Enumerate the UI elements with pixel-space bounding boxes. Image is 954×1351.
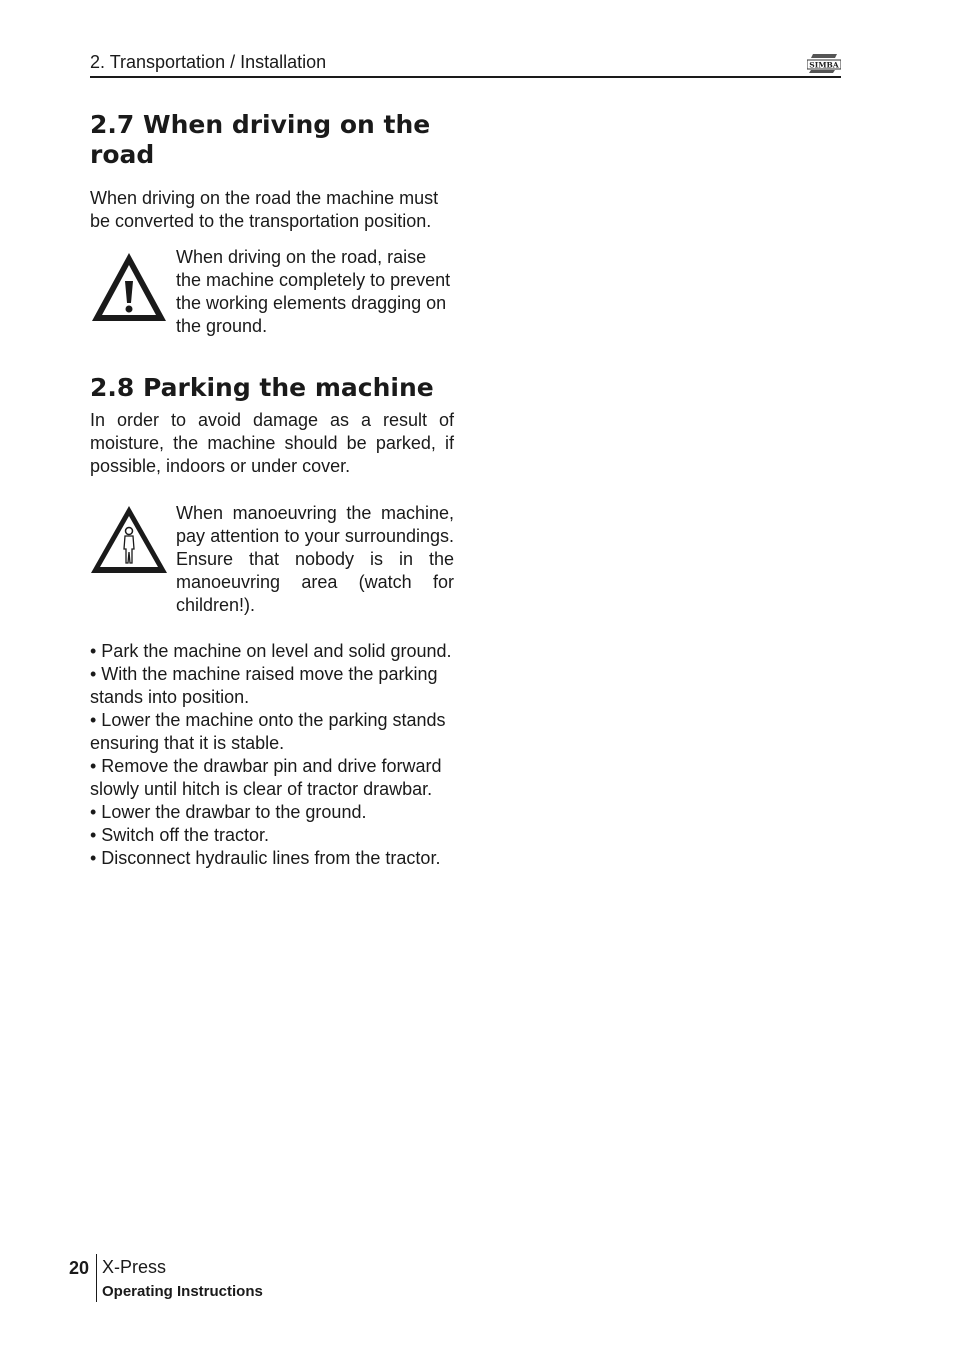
warning-text-road: When driving on the road, raise the machine completely to prevent the working elements dragging on the ground. [176, 247, 451, 336]
parking-steps-list [90, 640, 454, 870]
document-subtitle: Operating Instructions [102, 1283, 263, 1300]
header-section-title: 2. Transportation / Installation [90, 52, 327, 72]
footer-divider [96, 1254, 97, 1302]
list-item: • Park the machine on level and solid ground. [90, 641, 452, 661]
person-warning-icon [90, 505, 168, 575]
list-item: • Remove the drawbar pin and drive forward slowly until hitch is clear of tractor drawbar. [90, 756, 442, 799]
list-item: • Lower the drawbar to the ground. [90, 802, 367, 822]
section-intro-2-7: When driving on the road the machine must be converted to the transportation position. [90, 188, 439, 231]
section-2-7 [90, 110, 454, 233]
list-item: • Disconnect hydraulic lines from the tractor. [90, 848, 441, 868]
exclamation-warning-icon [90, 251, 168, 324]
section-2-8 [90, 373, 454, 478]
page-number: 20 [69, 1258, 90, 1278]
simba-logo [807, 54, 841, 73]
warning-text-manoeuvring: When manoeuvring the machine, pay attention to your surroundings. Ensure that nobody is in the manoeuvring area (watch for children!). [176, 503, 454, 615]
section-heading-2-7: 2.7 When driving on the road [90, 110, 431, 169]
page-header [90, 50, 841, 78]
list-item: • Lower the machine onto the parking stands ensuring that it is stable. [90, 710, 446, 753]
list-item: • With the machine raised move the parking stands into position. [90, 664, 438, 707]
section-intro-2-8: In order to avoid damage as a result of moisture, the machine should be parked, if possible, indoors or under cover. [90, 410, 454, 476]
section-heading-2-8: 2.8 Parking the machine [90, 373, 434, 402]
svg-text:SIMBA: SIMBA [809, 60, 839, 70]
product-name: X-Press [102, 1257, 167, 1277]
list-item: • Switch off the tractor. [90, 825, 270, 845]
